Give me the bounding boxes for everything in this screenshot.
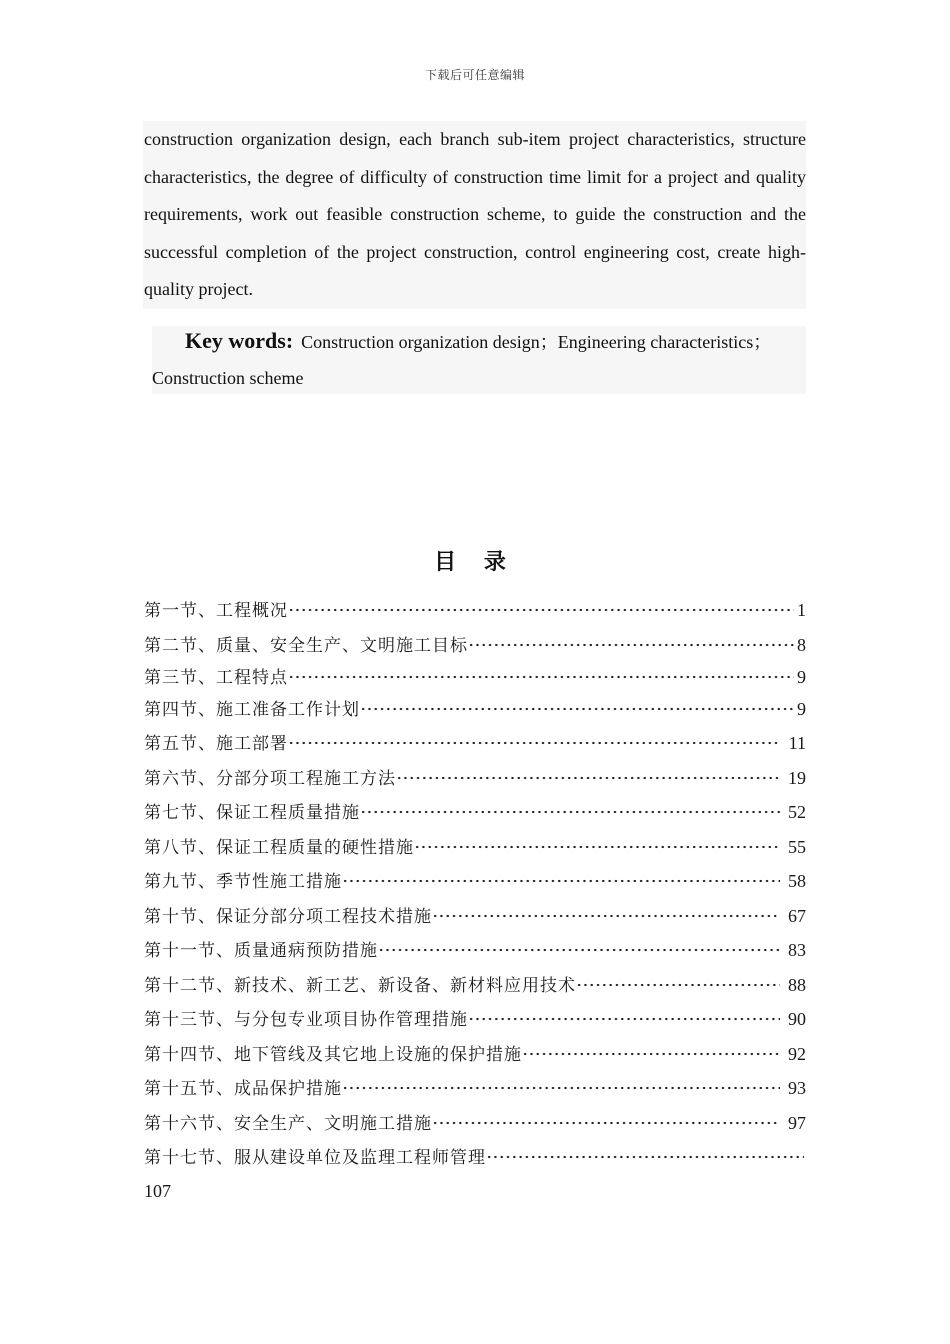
keywords-line bbox=[185, 328, 771, 354]
toc-entry-label: 第一节、工程概况 bbox=[144, 601, 288, 621]
toc-entry-label: 第十七节、服从建设单位及监理工程师管理 bbox=[144, 1148, 486, 1168]
dot-leader bbox=[360, 806, 780, 818]
toc-entry-label: 第十五节、成品保护措施 bbox=[144, 1079, 342, 1099]
toc-title: 目 录 bbox=[434, 550, 516, 575]
keyword-item: Engineering characteristics； bbox=[557, 332, 772, 352]
toc-entry[interactable] bbox=[144, 694, 806, 720]
toc-entry[interactable] bbox=[144, 1039, 806, 1065]
keyword-item: Construction organization design； bbox=[301, 332, 558, 352]
toc-entry-page: 93 bbox=[788, 1078, 806, 1098]
toc-entry[interactable] bbox=[144, 763, 806, 789]
toc-entry-label: 第七节、保证工程质量措施 bbox=[144, 803, 360, 823]
dot-leader bbox=[378, 944, 780, 956]
keywords-block bbox=[152, 326, 806, 394]
dot-leader bbox=[432, 1117, 780, 1129]
toc-entry-page: 9 bbox=[797, 699, 806, 719]
toc-entry-page: 9 bbox=[797, 667, 806, 687]
toc-entry-page: 19 bbox=[788, 768, 806, 788]
keywords-label: Key words: bbox=[185, 328, 294, 353]
toc-entry[interactable] bbox=[144, 662, 806, 688]
page-header-note: 下载后可任意编辑 bbox=[424, 68, 525, 82]
toc-entry-label: 第十六节、安全生产、文明施工措施 bbox=[144, 1114, 432, 1134]
toc-entry-page: 107 bbox=[144, 1181, 171, 1201]
dot-leader bbox=[486, 1151, 804, 1163]
toc-entry[interactable] bbox=[144, 901, 806, 927]
toc-entry-label: 第十三节、与分包专业项目协作管理措施 bbox=[144, 1010, 468, 1030]
abstract-block bbox=[143, 121, 806, 309]
toc-entry[interactable] bbox=[144, 797, 806, 823]
dot-leader bbox=[288, 737, 781, 749]
toc-entry[interactable] bbox=[144, 866, 806, 892]
toc-entry[interactable] bbox=[144, 1142, 806, 1168]
dot-leader bbox=[576, 979, 780, 991]
toc-entry-page: 97 bbox=[788, 1113, 806, 1133]
toc-entry[interactable] bbox=[144, 1004, 806, 1030]
dot-leader bbox=[432, 910, 780, 922]
toc-entry-label: 第八节、保证工程质量的硬性措施 bbox=[144, 838, 414, 858]
toc-entry[interactable] bbox=[144, 728, 806, 754]
toc-entry-page: 52 bbox=[788, 802, 806, 822]
toc-entry-label: 第二节、质量、安全生产、文明施工目标 bbox=[144, 636, 468, 656]
toc-entry-label: 第三节、工程特点 bbox=[144, 668, 288, 688]
toc-entry-label: 第十二节、新技术、新工艺、新设备、新材料应用技术 bbox=[144, 976, 576, 996]
dot-leader bbox=[288, 671, 794, 683]
toc-entry-label: 第四节、施工准备工作计划 bbox=[144, 700, 360, 720]
toc-entry[interactable] bbox=[144, 1073, 806, 1099]
toc-entry-page: 8 bbox=[797, 635, 806, 655]
dot-leader bbox=[468, 639, 794, 651]
toc-entry-page: 55 bbox=[788, 837, 806, 857]
toc-entry-label: 第十四节、地下管线及其它地上设施的保护措施 bbox=[144, 1045, 522, 1065]
dot-leader bbox=[396, 772, 780, 784]
toc-entry-page: 83 bbox=[788, 940, 806, 960]
toc-entry-label: 第九节、季节性施工措施 bbox=[144, 872, 342, 892]
toc-entry[interactable] bbox=[144, 935, 806, 961]
toc-entry-page: 58 bbox=[788, 871, 806, 891]
toc-entry-label: 第六节、分部分项工程施工方法 bbox=[144, 769, 396, 789]
toc-entry-label: 第五节、施工部署 bbox=[144, 734, 288, 754]
toc-entry-page: 90 bbox=[788, 1009, 806, 1029]
dot-leader bbox=[468, 1013, 780, 1025]
abstract-paragraph: construction organization design, each branch sub-item project characteristics, structure characteristics, the degree of difficulty of construction time limit for a project and quality requirements, work out feasible construction scheme, to guide the construction and the successful completion of the project construction, control engineering cost, create high-quality project. bbox=[144, 129, 806, 299]
toc-entry[interactable] bbox=[144, 595, 806, 621]
toc-entry-page: 88 bbox=[788, 975, 806, 995]
dot-leader bbox=[360, 703, 794, 715]
toc-entry-page: 1 bbox=[797, 600, 806, 620]
toc-entry[interactable] bbox=[144, 832, 806, 858]
toc-entry-page: 11 bbox=[788, 733, 806, 753]
dot-leader bbox=[342, 1082, 780, 1094]
toc-entry[interactable] bbox=[144, 630, 806, 656]
dot-leader bbox=[414, 841, 780, 853]
toc-entry[interactable] bbox=[144, 970, 806, 996]
dot-leader bbox=[522, 1048, 780, 1060]
toc-entry-page: 92 bbox=[788, 1044, 806, 1064]
keyword-item: Construction scheme bbox=[152, 368, 304, 388]
toc-entry-label: 第十节、保证分部分项工程技术措施 bbox=[144, 907, 432, 927]
toc-entry-page: 67 bbox=[788, 906, 806, 926]
toc-entry-label: 第十一节、质量通病预防措施 bbox=[144, 941, 378, 961]
toc-entry[interactable] bbox=[144, 1108, 806, 1134]
dot-leader bbox=[342, 875, 780, 887]
dot-leader bbox=[288, 604, 794, 616]
